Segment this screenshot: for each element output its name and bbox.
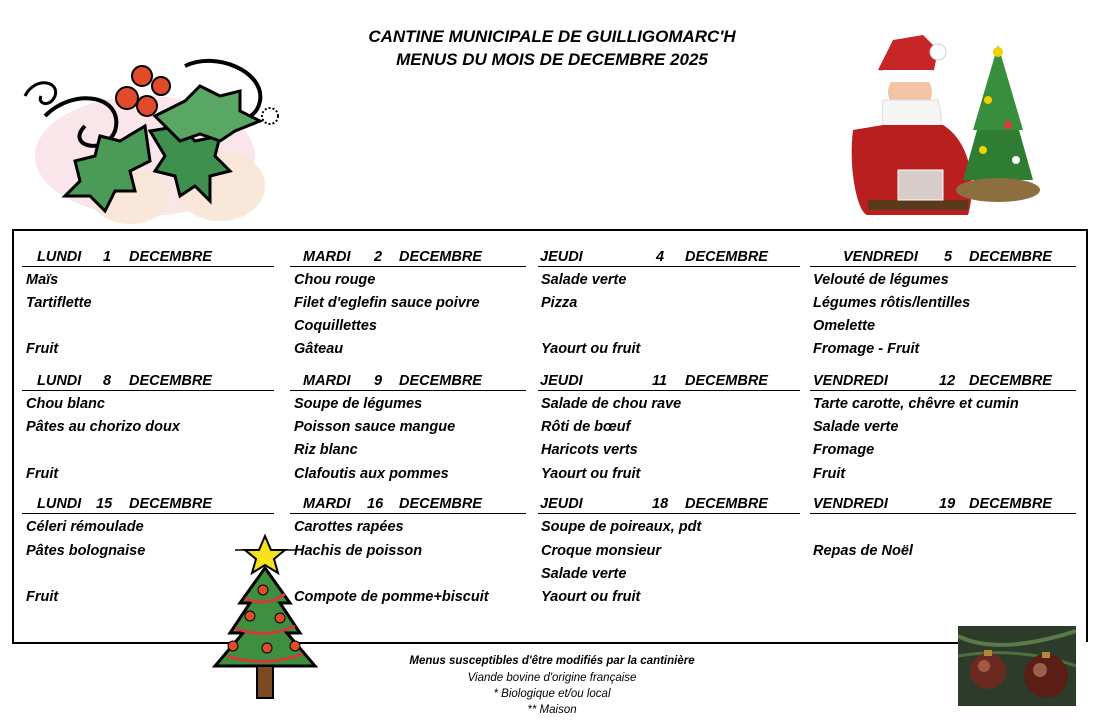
menu-item: Yaourt ou fruit — [541, 466, 641, 482]
menu-item: Pizza — [541, 295, 578, 311]
day-header: LUNDI 8 DECEMBRE — [22, 372, 274, 391]
menu-item: Salade de chou rave — [541, 396, 682, 412]
menu-item: Céleri rémoulade — [26, 519, 144, 535]
menu-item: Omelette — [813, 318, 876, 334]
menu-item: Soupe de poireaux, pdt — [541, 519, 702, 535]
menu-item: Velouté de légumes — [813, 272, 949, 288]
menu-item: Riz blanc — [294, 442, 358, 458]
day-header: LUNDI 15 DECEMBRE — [22, 495, 274, 514]
footer-note: * Biologique et/ou local — [493, 688, 611, 700]
santa-claus-icon — [838, 30, 1043, 215]
day-header: LUNDI 1 DECEMBRE — [22, 248, 274, 267]
day-header: VENDREDI 19 DECEMBRE — [810, 495, 1076, 514]
menu-item: Fruit — [813, 466, 846, 482]
menu-item: Clafoutis aux pommes — [294, 466, 449, 482]
day-header: VENDREDI 5 DECEMBRE — [810, 248, 1076, 267]
day-header: VENDREDI 12 DECEMBRE — [810, 372, 1076, 391]
menu-item: Fruit — [26, 466, 59, 482]
day-header: MARDI 9 DECEMBRE — [290, 372, 526, 391]
menu-item: Chou blanc — [26, 396, 105, 412]
day-header: JEUDI 11 DECEMBRE — [538, 372, 800, 391]
menu-item: Maïs — [26, 272, 59, 288]
menu-item: Fruit — [26, 589, 59, 605]
menu-item: Yaourt ou fruit — [541, 589, 641, 605]
menu-item: Carottes rapées — [294, 519, 404, 535]
menu-item: Pâtes au chorizo doux — [26, 419, 180, 435]
day-header: JEUDI 4 DECEMBRE — [538, 248, 800, 267]
menu-item: Chou rouge — [294, 272, 376, 288]
day-header: MARDI 16 DECEMBRE — [290, 495, 526, 514]
menu-item: Tartiflette — [26, 295, 92, 311]
menu-item: Gâteau — [294, 341, 344, 357]
menu-item: Soupe de légumes — [294, 396, 423, 412]
menu-item: Yaourt ou fruit — [541, 341, 641, 357]
day-header: JEUDI 18 DECEMBRE — [538, 495, 800, 514]
menu-item: Poisson sauce mangue — [294, 419, 456, 435]
menu-item: Fruit — [26, 341, 59, 357]
page-subtitle: MENUS DU MOIS DE DECEMBRE 2025 — [396, 50, 708, 69]
menu-item: Salade verte — [541, 566, 627, 582]
menu-item: Pâtes bolognaise — [26, 543, 146, 559]
page-title: CANTINE MUNICIPALE DE GUILLIGOMARC'H — [368, 27, 736, 46]
day-header: MARDI 2 DECEMBRE — [290, 248, 526, 267]
menu-item: Compote de pomme+biscuit — [294, 589, 489, 605]
menu-item: Coquillettes — [294, 318, 377, 334]
menu-item: Fromage - Fruit — [813, 341, 920, 357]
menu-item: Croque monsieur — [541, 543, 662, 559]
menu-item: Salade verte — [541, 272, 627, 288]
menu-item: Légumes rôtis/lentilles — [813, 295, 971, 311]
holly-icon — [15, 46, 285, 226]
menu-item: Hachis de poisson — [294, 543, 423, 559]
menu-item: Fromage — [813, 442, 875, 458]
footer-note: ** Maison — [527, 704, 577, 716]
footer-note: Viande bovine d'origine française — [467, 672, 637, 684]
menu-item: Repas de Noël — [813, 543, 913, 559]
menu-item: Tarte carotte, chêvre et cumin — [813, 396, 1019, 412]
menu-item: Haricots verts — [541, 442, 638, 458]
footer-note: Menus susceptibles d'être modifiés par la cantinière — [409, 655, 695, 667]
menu-item: Filet d'eglefin sauce poivre — [294, 295, 480, 311]
menu-item: Salade verte — [813, 419, 899, 435]
menu-item: Rôti de bœuf — [541, 419, 631, 435]
